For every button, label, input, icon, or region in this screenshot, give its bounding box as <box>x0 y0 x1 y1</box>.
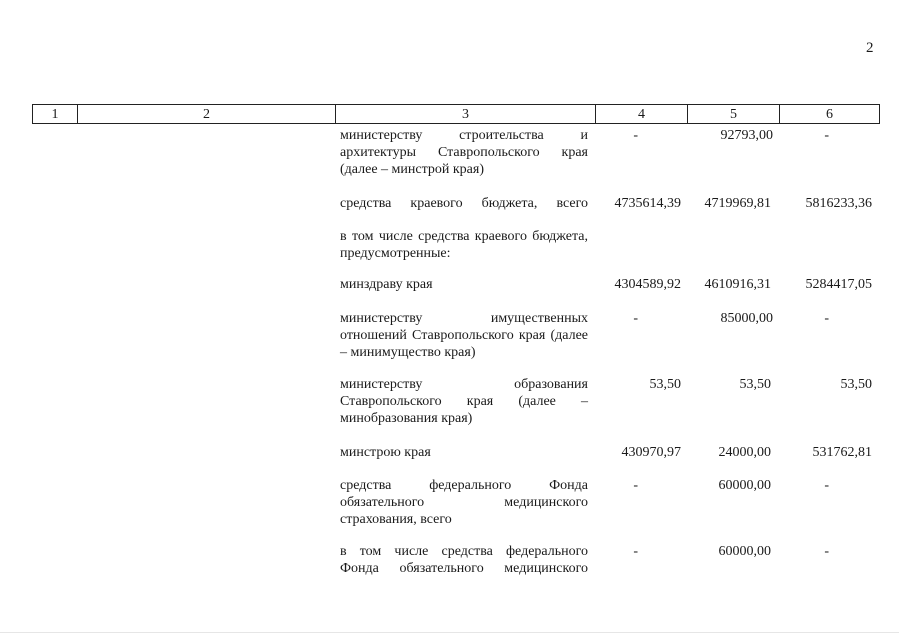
row-value-col6: - <box>824 128 829 143</box>
row-description: министерству строительства и архитектуры Ставропольского края (далее – минстрой края) <box>340 128 588 177</box>
header-cell-6: 6 <box>779 104 880 124</box>
row-value-col6: 5284417,05 <box>805 277 872 292</box>
row-description: в том числе средства федерального Фонда обязательного медицинского <box>340 544 588 576</box>
row-value-col4: - <box>633 478 638 493</box>
row-value-col6: - <box>824 544 829 559</box>
row-value-col4: 430970,97 <box>621 445 681 460</box>
row-value-col6: 53,50 <box>840 377 872 392</box>
row-description: средства краевого бюджета, всего <box>340 196 588 211</box>
row-value-col4: 53,50 <box>649 377 681 392</box>
row-value-col6: - <box>824 311 829 326</box>
header-cell-2: 2 <box>77 104 336 124</box>
header-cell-4: 4 <box>595 104 688 124</box>
row-value-col5: 60000,00 <box>718 478 771 493</box>
row-description: министерству образования Ставропольского края (далее – минобразования края) <box>340 377 588 426</box>
row-value-col5: 53,50 <box>739 377 771 392</box>
row-value-col4: - <box>633 544 638 559</box>
table-header <box>32 104 880 126</box>
row-description: в том числе средства краевого бюджета, предусмотренные: <box>340 229 588 261</box>
page-number: 2 <box>866 40 874 56</box>
row-description: министерству имущественных отношений Ставропольского края (далее – минимущество края) <box>340 311 588 360</box>
row-value-col6: - <box>824 478 829 493</box>
header-cell-3: 3 <box>335 104 596 124</box>
page-bottom-rule <box>0 632 899 633</box>
row-value-col4: - <box>633 128 638 143</box>
row-description: минстрою края <box>340 445 431 460</box>
row-value-col4: 4735614,39 <box>614 196 681 211</box>
row-value-col4: 4304589,92 <box>614 277 681 292</box>
row-value-col5: 24000,00 <box>718 445 771 460</box>
row-value-col5: 92793,00 <box>720 128 773 143</box>
row-value-col5: 60000,00 <box>718 544 771 559</box>
header-cell-5: 5 <box>687 104 780 124</box>
row-description: средства федерального Фонда обязательного медицинского страхования, всего <box>340 478 588 527</box>
row-value-col5: 85000,00 <box>720 311 773 326</box>
row-value-col4: - <box>633 311 638 326</box>
row-value-col5: 4610916,31 <box>704 277 771 292</box>
row-value-col6: 5816233,36 <box>805 196 872 211</box>
row-description: минздраву края <box>340 277 433 292</box>
row-value-col6: 531762,81 <box>812 445 872 460</box>
row-value-col5: 4719969,81 <box>704 196 771 211</box>
header-cell-1: 1 <box>32 104 78 124</box>
